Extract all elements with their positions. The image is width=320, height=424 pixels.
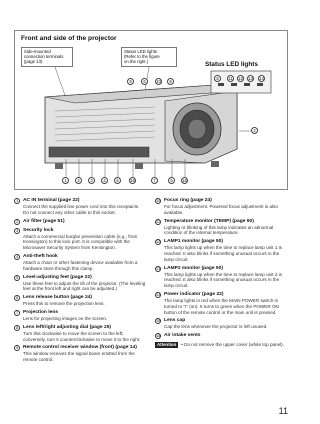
item-number: 5 — [15, 275, 19, 280]
marker-5: 5 — [114, 177, 121, 184]
list-item — [14, 228, 146, 251]
marker-led-8: 8 — [214, 75, 221, 82]
item-title: Lens left/right adjusting dial (page 25) — [23, 324, 112, 330]
item-title: Focus ring (page 24) — [164, 198, 212, 203]
item-number: 10 — [156, 199, 161, 203]
right-column — [155, 198, 287, 348]
item-number: 13 — [156, 266, 161, 271]
item-title: Security lock — [23, 227, 54, 233]
callout-terminals-line: (page 13) — [24, 59, 43, 65]
callout-leds-line: Status LED lights — [124, 49, 157, 54]
item-title: LAMP2 monitor (page 50) — [164, 265, 223, 271]
item-title: Power indicator (page 22) — [164, 291, 224, 297]
page-number: 11 — [278, 406, 288, 416]
item-description: Turn this clockwise to move the screen to the left; conversely, turn it counterclockwise to move it to the right. — [23, 330, 141, 342]
marker-1: 1 — [62, 177, 69, 184]
item-title: AC IN terminal (page 22) — [23, 198, 80, 203]
list-item — [14, 198, 146, 216]
item-description: Lens for projecting images on the screen. — [23, 315, 108, 321]
marker-3: 3 — [88, 177, 95, 184]
item-title: Remote control receiver window (front) (page 14) — [23, 345, 137, 351]
list-item — [155, 266, 287, 289]
list-item — [14, 275, 146, 293]
item-description: This window receives the signal beam emitted from the remote control. — [23, 351, 135, 363]
marker-led-14: 14 — [259, 76, 264, 81]
projector-figure — [14, 30, 288, 190]
list-item — [14, 310, 146, 322]
item-title: Anti-theft hook — [23, 253, 58, 259]
callout-leds-line: (Refer to the figure — [124, 54, 160, 60]
item-number: 8 — [15, 325, 19, 330]
marker-6: 6 — [141, 78, 148, 85]
marker-led-13: 13 — [248, 76, 253, 81]
callout-leds-line: on the right.) — [124, 59, 149, 65]
item-number: 3 — [15, 228, 19, 233]
item-description: This lamp lights up when the time to replace lamp unit 1 is reached. It also blinks if something unusual occurs in the lamp circuit. — [164, 245, 282, 262]
list-item — [155, 219, 287, 237]
list-item — [155, 292, 287, 315]
marker-led-11: 11 — [228, 76, 233, 81]
description-columns — [14, 198, 288, 403]
item-number: 14 — [156, 292, 161, 297]
marker-side-2: 2 — [251, 127, 258, 134]
item-title: Temperature monitor (TEMP) (page 50) — [164, 218, 254, 224]
item-title: Level-adjusting feet (page 22) — [23, 274, 92, 280]
item-number: 7 — [15, 310, 19, 315]
figure-title: Front and side of the projector — [21, 35, 117, 42]
marker-4: 4 — [101, 177, 108, 184]
callout-terminals-line: Side-mounted — [24, 49, 51, 54]
item-description: This lamp lights up when the time to replace lamp unit 2 is reached. It also blinks if something unusual occurs in the lamp circuit. — [164, 271, 282, 289]
marker-16b: 16 — [182, 178, 187, 183]
item-description: Lighting or blinking of this lamp indicates an abnormal condition of the internal temperature. — [164, 224, 274, 236]
item-description: For focus adjustment. Powered focus adjustment is also available. — [164, 204, 278, 215]
marker-2: 2 — [75, 177, 82, 184]
item-title: Air intake vents — [164, 333, 201, 339]
list-item — [155, 333, 287, 339]
item-number: 16 — [156, 334, 161, 339]
list-item — [14, 254, 146, 272]
item-number: 4 — [15, 254, 19, 259]
item-number: 11 — [156, 219, 160, 224]
marker-16: 16 — [130, 178, 135, 183]
led-panel-title: Status LED lights — [205, 61, 258, 68]
item-description: Connect the supplied line power cord into this receptacle. Do not connect any other cable to this socket. — [23, 204, 140, 215]
list-item — [155, 239, 287, 262]
item-number: 15 — [156, 319, 161, 324]
marker-5b: 5 — [168, 177, 175, 184]
item-number: 2 — [15, 219, 19, 224]
item-title: Lens release button (page 24) — [23, 295, 93, 301]
item-number: 1 — [15, 199, 19, 203]
item-description: The lamp lights in red when the MAIN POWER switch is turned to "I" (on). It turns to green when the POWER ON button of the remote control or the main unit is pressed. — [164, 297, 279, 315]
item-title: Projection lens — [23, 309, 59, 315]
item-description: Attach a chain or other fastening device available from a hardware store through this clamp. — [23, 259, 138, 271]
marker-8: 8 — [167, 78, 174, 85]
marker-10: 10 — [156, 79, 161, 84]
attention-label: Attention — [157, 342, 177, 348]
item-description: Press this to remove the projection lens. — [23, 301, 105, 307]
callout-terminals-line: connection terminals — [24, 54, 64, 60]
list-item — [155, 198, 287, 216]
list-item — [14, 219, 146, 225]
projector-illustration — [15, 31, 289, 191]
item-number: 9 — [15, 346, 19, 351]
item-description: Attach a commercial burglar prevention cable (e.g., from Kensington) to this lock port. It is compatible with the Microsaver Security System from Kensington. — [23, 233, 138, 251]
attention-text: • Do not remove the upper cover (white top panel). — [181, 342, 284, 348]
list-item — [14, 295, 146, 307]
left-column — [14, 198, 146, 366]
item-title: LAMP1 monitor (page 50) — [164, 239, 223, 245]
marker-9: 9 — [127, 78, 134, 85]
marker-7: 7 — [151, 177, 158, 184]
item-description: Use these feet to adjust the tilt of the projector. (The leveling feet at the front left and right can be adjusted.) — [23, 280, 146, 292]
item-title: Lens cap — [164, 318, 186, 324]
item-number: 6 — [15, 296, 19, 301]
list-item — [14, 325, 146, 343]
item-number: 12 — [156, 240, 161, 245]
attention-note — [155, 342, 287, 348]
list-item — [14, 345, 146, 363]
list-item — [155, 318, 287, 330]
item-description: Cap the lens whenever the projector is left unused. — [164, 324, 268, 330]
item-title: Air filter (page 51) — [23, 218, 65, 224]
marker-led-12: 12 — [238, 76, 243, 81]
